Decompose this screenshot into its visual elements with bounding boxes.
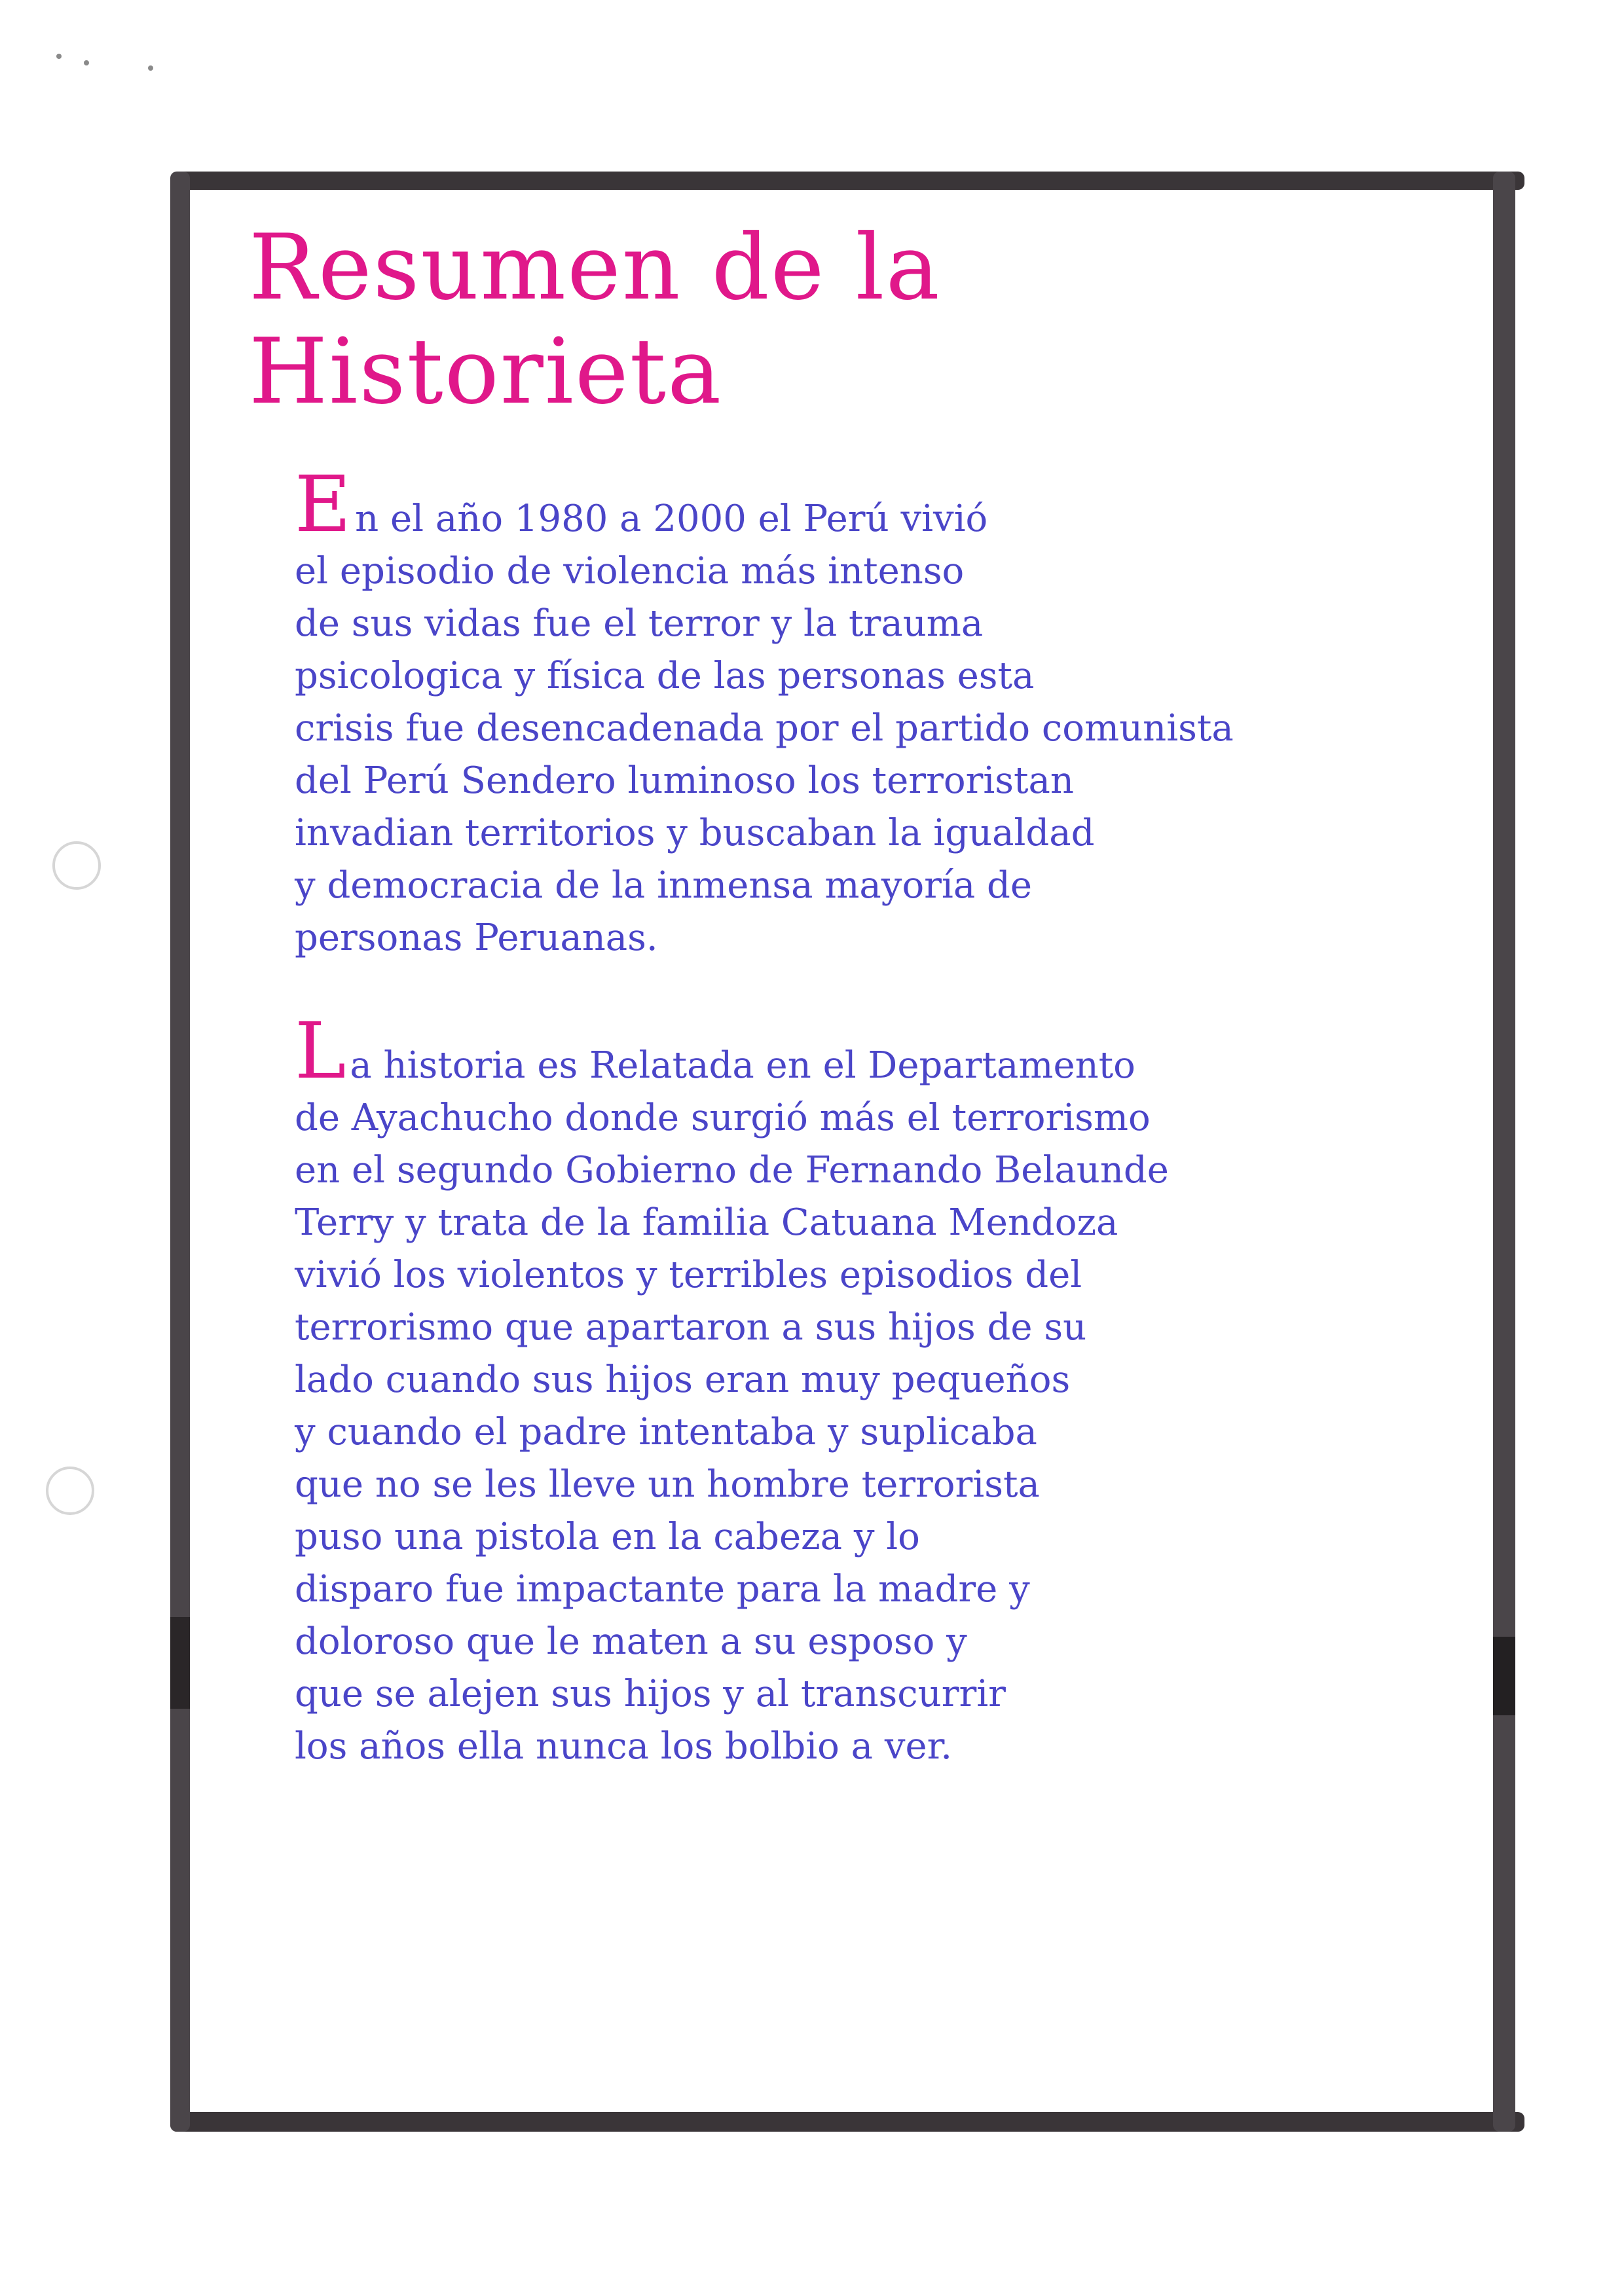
paragraph-line: La historia es Relatada en el Departamento	[295, 1006, 1135, 1096]
page-title: Resumen de la Historieta	[249, 215, 941, 424]
paragraph-line: Terry y trata de la familia Catuana Mendoza	[295, 1201, 1118, 1244]
binder-hole	[46, 1467, 94, 1515]
paragraph-line: y cuando el padre intentaba y suplicaba	[295, 1411, 1037, 1453]
drop-cap: L	[295, 1006, 346, 1096]
paragraph-line: de sus vidas fue el terror y la trauma	[295, 602, 984, 645]
paragraph-line: disparo fue impactante para la madre y	[295, 1568, 1030, 1611]
paragraph-line: que se alejen sus hijos y al transcurrir	[295, 1673, 1006, 1715]
binder-hole	[52, 841, 101, 890]
paragraph-line: en el segundo Gobierno de Fernando Belaunde	[295, 1149, 1169, 1192]
frame-marker-smudge	[170, 1617, 190, 1709]
frame-left-border	[170, 172, 190, 2132]
paper-speck	[148, 65, 153, 71]
paper-speck	[84, 60, 89, 65]
frame-marker-smudge	[1493, 1637, 1515, 1715]
frame-right-border	[1493, 172, 1515, 2132]
paragraph-line: que no se les lleve un hombre terrorista	[295, 1463, 1040, 1506]
paragraph-line: el episodio de violencia más intenso	[295, 550, 965, 592]
paragraph-line: lado cuando sus hijos eran muy pequeños	[295, 1358, 1071, 1401]
frame-bottom-border	[170, 2112, 1524, 2132]
paragraph-line: del Perú Sendero luminoso los terroristan	[295, 759, 1074, 802]
paragraph-2	[295, 1006, 1342, 1773]
paragraph-line: terrorismo que apartaron a sus hijos de su	[295, 1306, 1087, 1349]
paragraph-line: doloroso que le maten a su esposo y	[295, 1620, 967, 1663]
paragraph-line: crisis fue desencadenada por el partido comunista	[295, 707, 1234, 750]
drop-cap: E	[295, 459, 352, 549]
paragraph-line: y democracia de la inmensa mayoría de	[295, 864, 1033, 907]
paragraph-line: En el año 1980 a 2000 el Perú vivió	[295, 459, 988, 549]
paragraph-line: personas Peruanas.	[295, 917, 658, 959]
frame-top-border	[175, 172, 1524, 190]
paragraph-line: psicologica y física de las personas esta	[295, 655, 1035, 697]
paragraph-line: vivió los violentos y terribles episodios del	[295, 1254, 1082, 1296]
paragraph-line: invadian territorios y buscaban la igualdad	[295, 812, 1095, 854]
paper-speck	[56, 54, 62, 59]
paragraph-1	[295, 459, 1342, 964]
paragraph-line: los años ella nunca los bolbio a ver.	[295, 1725, 953, 1768]
paragraph-line: de Ayachucho donde surgió más el terrorismo	[295, 1097, 1151, 1139]
paragraph-line: puso una pistola en la cabeza y lo	[295, 1516, 920, 1558]
